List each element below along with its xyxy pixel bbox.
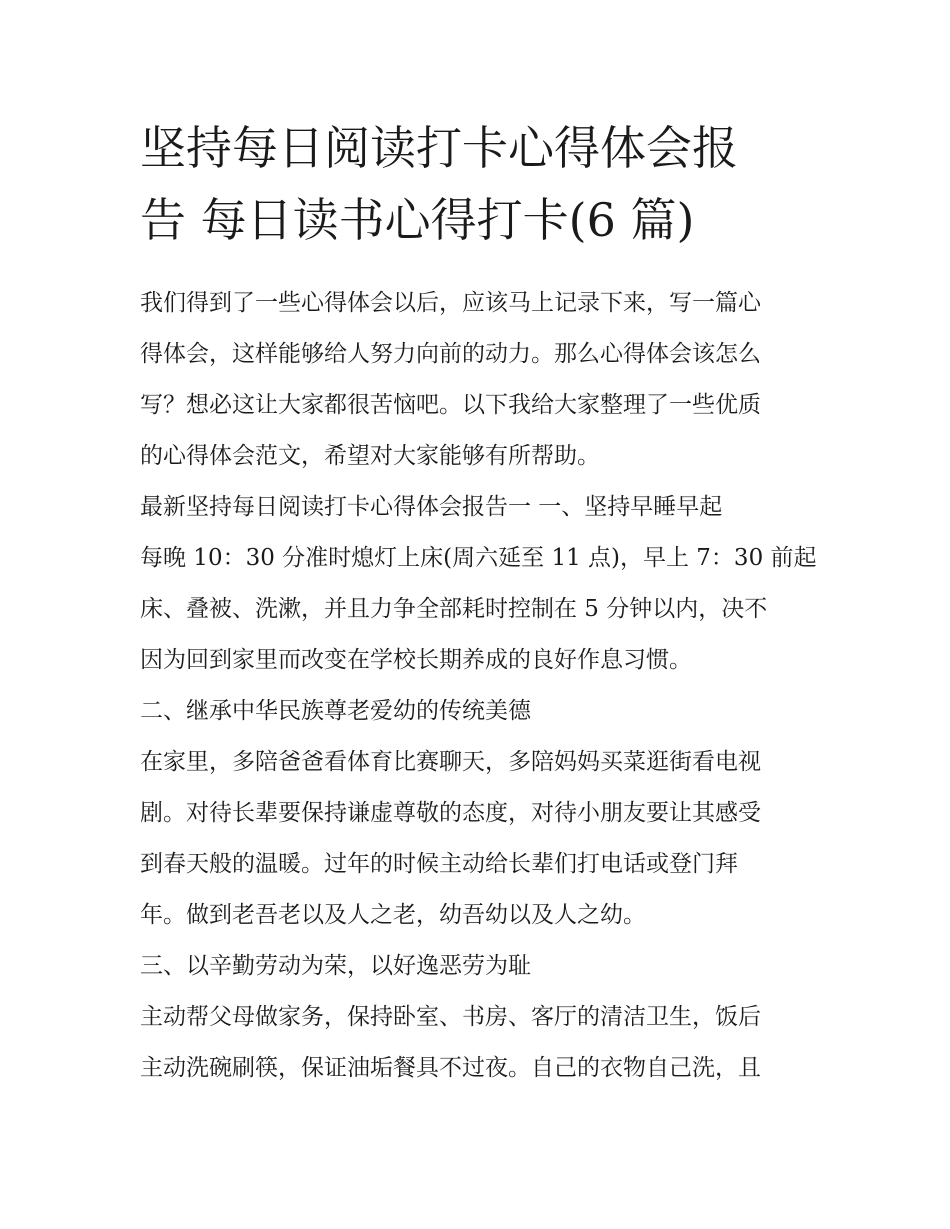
body-line: 主动帮父母做家务，保持卧室、书房、客厅的清洁卫生，饭后 — [140, 1004, 761, 1030]
body-line: 因为回到家里而改变在学校长期养成的良好作息习惯。 — [140, 647, 692, 673]
title-line-2: 告 每日读书心得打卡(6 篇) — [140, 193, 695, 247]
body-line: 床、叠被、洗漱，并且力争全部耗时控制在 5 分钟以内，决不 — [140, 596, 768, 622]
section-heading-line: 二、继承中华民族尊老爱幼的传统美德 — [140, 698, 531, 724]
body-line: 剧。对待长辈要保持谦虚尊敬的态度，对待小朋友要让其感受 — [140, 800, 761, 826]
body-line: 年。做到老吾老以及人之老，幼吾幼以及人之幼。 — [140, 902, 646, 928]
body-line: 到春天般的温暖。过年的时候主动给长辈们打电话或登门拜 — [140, 851, 738, 877]
body-line: 的心得体会范文，希望对大家能够有所帮助。 — [140, 443, 600, 469]
body-line: 主动洗碗刷筷，保证油垢餐具不过夜。自己的衣物自己洗，且 — [140, 1055, 761, 1081]
document-title — [140, 112, 820, 256]
document-body — [140, 278, 820, 1094]
title-line-1: 坚持每日阅读打卡心得体会报 — [140, 121, 738, 175]
body-line: 我们得到了一些心得体会以后，应该马上记录下来，写一篇心 — [140, 290, 761, 316]
body-line: 写？想必这让大家都很苦恼吧。以下我给大家整理了一些优质 — [140, 392, 761, 418]
section-heading-line: 最新坚持每日阅读打卡心得体会报告一 一、坚持早睡早起 — [140, 494, 723, 520]
body-line: 每晚 10：30 分准时熄灯上床(周六延至 11 点)，早上 7：30 前起 — [140, 545, 817, 571]
body-line: 在家里，多陪爸爸看体育比赛聊天，多陪妈妈买菜逛街看电视 — [140, 749, 761, 775]
body-line: 得体会，这样能够给人努力向前的动力。那么心得体会该怎么 — [140, 341, 761, 367]
section-heading-line: 三、以辛勤劳动为荣，以好逸恶劳为耻 — [140, 953, 531, 979]
